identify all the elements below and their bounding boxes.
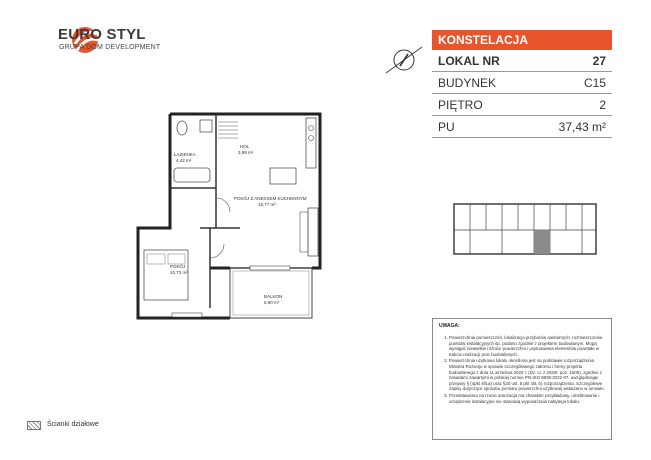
note-item: 2. Powierzchnia użytkowa lokalu określona jest na podstawie rozporządzenia Ministra Rozwoju w sprawie szczegółowego zakresu i formy projektu budowlanego z dnia 11 września 2020 r. (Dz. U. z 2020r. poz. 1609), zgodnie z zasadami zawartymi w polskiej normie PN-ISO 9836:2022-07, uwzględniając przepisy § (4pkt 4lit.a) oraz §20 ust. 5 pkt 4lit. b) rozporządzenia. Szczegółowe zapisy dotyczące sposobu pomiaru powierzchni użytkowej wskazano w umowie. <box>449 358 605 392</box>
notes-box <box>432 318 612 440</box>
brand-tagline: GRUPA DOM DEVELOPMENT <box>59 44 161 51</box>
info-label: BUDYNEK <box>438 75 497 90</box>
note-item: 1. Powierzchnia pomieszczeń, lokalizacja przyborów sanitarnych, rozmieszczenie punktów instalacyjnych itp. podano zgodnie z projektem budowlanym. Mogą wystąpić niewielkie różnice powierzchni i usytuowania elementów powstałe w trakcie realizacji prac budowlanych. <box>449 335 605 357</box>
info-value: 27 <box>592 53 606 68</box>
notes-title: UWAGA: <box>439 323 460 329</box>
info-row-lokal <box>432 50 612 72</box>
room-lazienka-area: 4,42 m² <box>176 158 192 163</box>
room-balkon-area: 6,90 m² <box>264 300 280 305</box>
partition-wall-swatch-icon <box>27 421 41 430</box>
project-title: KONSTELACJA <box>432 30 612 50</box>
info-value: 37,43 m² <box>558 119 606 134</box>
info-label: PIĘTRO <box>438 97 483 112</box>
room-pokoj-name: POKÓJ <box>170 264 186 269</box>
info-value: 2 <box>599 97 606 112</box>
info-row-pu <box>432 116 612 138</box>
note-item: 3. Przedstawiona na rzucie aranżacja ma charakter przykładowy, umeblowanie i urządzenia instalacyjne nie stanowią wyposażenia nabytego lokalu. <box>449 393 605 404</box>
room-pokoj-aneks-area: 18,77 m² <box>258 202 276 207</box>
legend-label: Ścianki działowe <box>47 421 99 428</box>
compass-icon <box>384 40 424 80</box>
room-lazienka-name: ŁAZIENKA <box>174 152 196 157</box>
building-key-plan <box>450 200 600 262</box>
info-label: PU <box>438 119 455 134</box>
brand-name: EURO STYL <box>58 26 146 43</box>
info-row-budynek <box>432 72 612 94</box>
floor-plan <box>130 108 340 328</box>
room-pokoj-aneks-name: POKÓJ Z ANEKSEM KUCHENNYM <box>234 196 307 201</box>
info-value: C15 <box>583 75 606 90</box>
room-hol-area: 3,98 m² <box>238 150 254 155</box>
info-label: LOKAL NR <box>438 53 500 68</box>
room-hol-name: HOL <box>240 144 250 149</box>
room-pokoj-area: 10,73 m² <box>170 270 188 275</box>
room-balkon-name: BALKON <box>264 294 283 299</box>
info-row-pietro <box>432 94 612 116</box>
